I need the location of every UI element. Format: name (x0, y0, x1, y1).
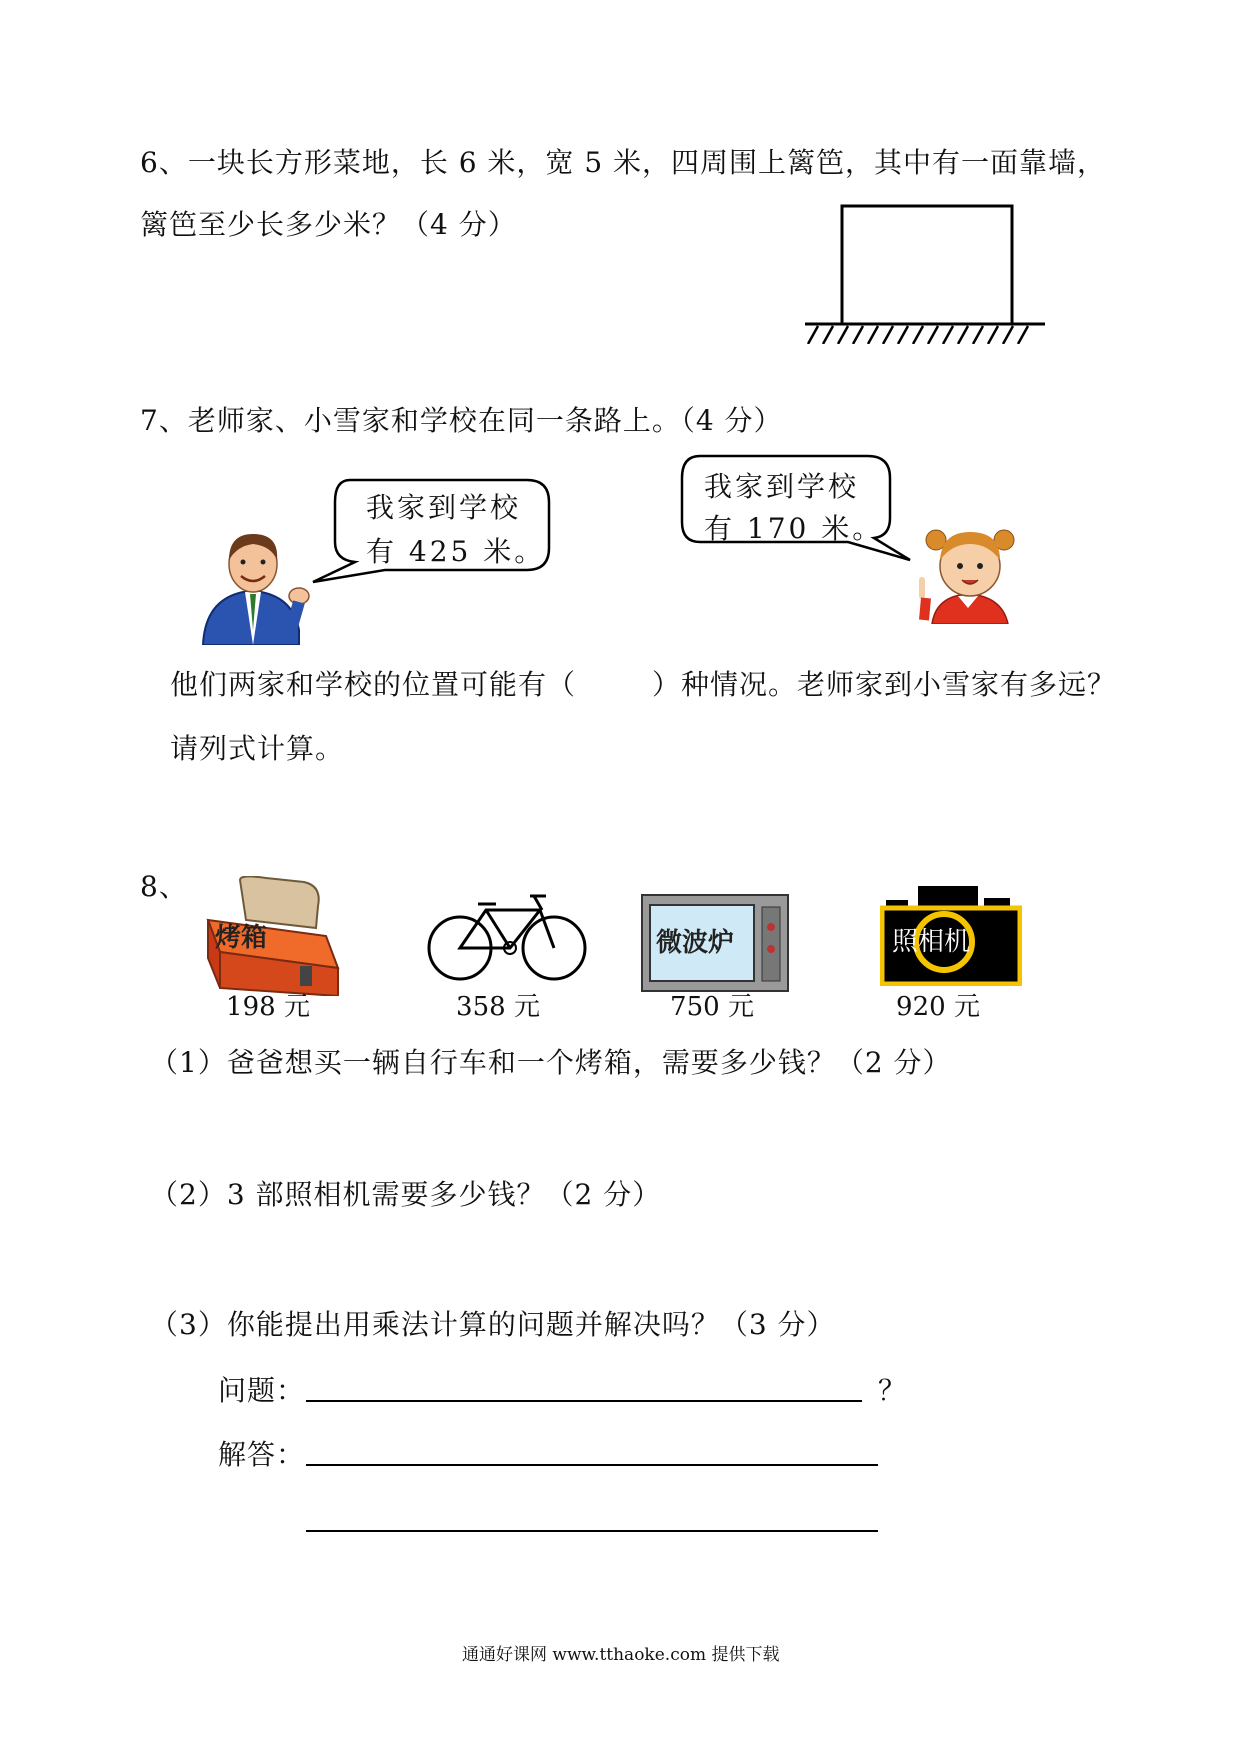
q7-question-part-b: ）种情况。老师家到小雪家有多远？ (652, 668, 1117, 701)
teacher-bubble-line1: 我家到学校 (366, 491, 522, 524)
camera-label: 照相机 (892, 927, 971, 957)
q6-line1: 6、一块长方形菜地，长 6 米，宽 5 米，四周围上篱笆，其中有一面靠墙， (140, 146, 1107, 179)
camera-icon (880, 886, 1022, 986)
microwave-label: 微波炉 (656, 928, 735, 958)
girl-bubble-line2: 有 170 米。 (704, 512, 884, 545)
wall-hatching (808, 326, 1028, 344)
problem-label: 问题： (218, 1374, 306, 1407)
girl-bubble-line1: 我家到学校 (704, 470, 860, 503)
q6-line2: 篱笆至少长多少米？（4 分） (140, 208, 517, 241)
answer-label: 解答： (218, 1438, 306, 1471)
q7-title: 7、老师家、小雪家和学校在同一条路上。（4 分） (140, 404, 783, 437)
toaster-price: 198 元 (226, 992, 310, 1022)
teacher-bubble-line2: 有 425 米。 (366, 535, 546, 568)
field-rectangle (842, 206, 1012, 324)
q8-sub3: （3）你能提出用乘法计算的问题并解决吗？（3 分） (150, 1308, 836, 1341)
rectangle-against-wall-figure (800, 204, 1050, 344)
footer-text: 通通好课网 www.tthaoke.com 提供下载 (462, 1645, 780, 1665)
toaster-icon (200, 876, 345, 996)
answer-line-2[interactable] (306, 1530, 878, 1532)
problem-question-mark: ？ (878, 1374, 908, 1407)
microwave-price: 750 元 (670, 992, 754, 1022)
bicycle-icon (426, 886, 588, 986)
bicycle-price: 358 元 (456, 992, 540, 1022)
camera-price: 920 元 (896, 992, 980, 1022)
girl-cartoon-icon (912, 524, 1022, 624)
toaster-label: 烤箱 (215, 923, 268, 953)
teacher-cartoon-icon (195, 530, 315, 645)
microwave-icon (640, 893, 790, 993)
q7-question-part-a: 他们两家和学校的位置可能有（ (170, 668, 577, 701)
q8-sub2: （2）3 部照相机需要多少钱？（2 分） (150, 1178, 662, 1211)
problem-answer-line[interactable] (306, 1400, 862, 1402)
q7-question-line2: 请列式计算。 (170, 732, 345, 765)
answer-line-1[interactable] (306, 1464, 878, 1466)
q8-sub1: （1）爸爸想买一辆自行车和一个烤箱，需要多少钱？（2 分） (150, 1046, 952, 1079)
q8-number: 8、 (140, 870, 188, 903)
